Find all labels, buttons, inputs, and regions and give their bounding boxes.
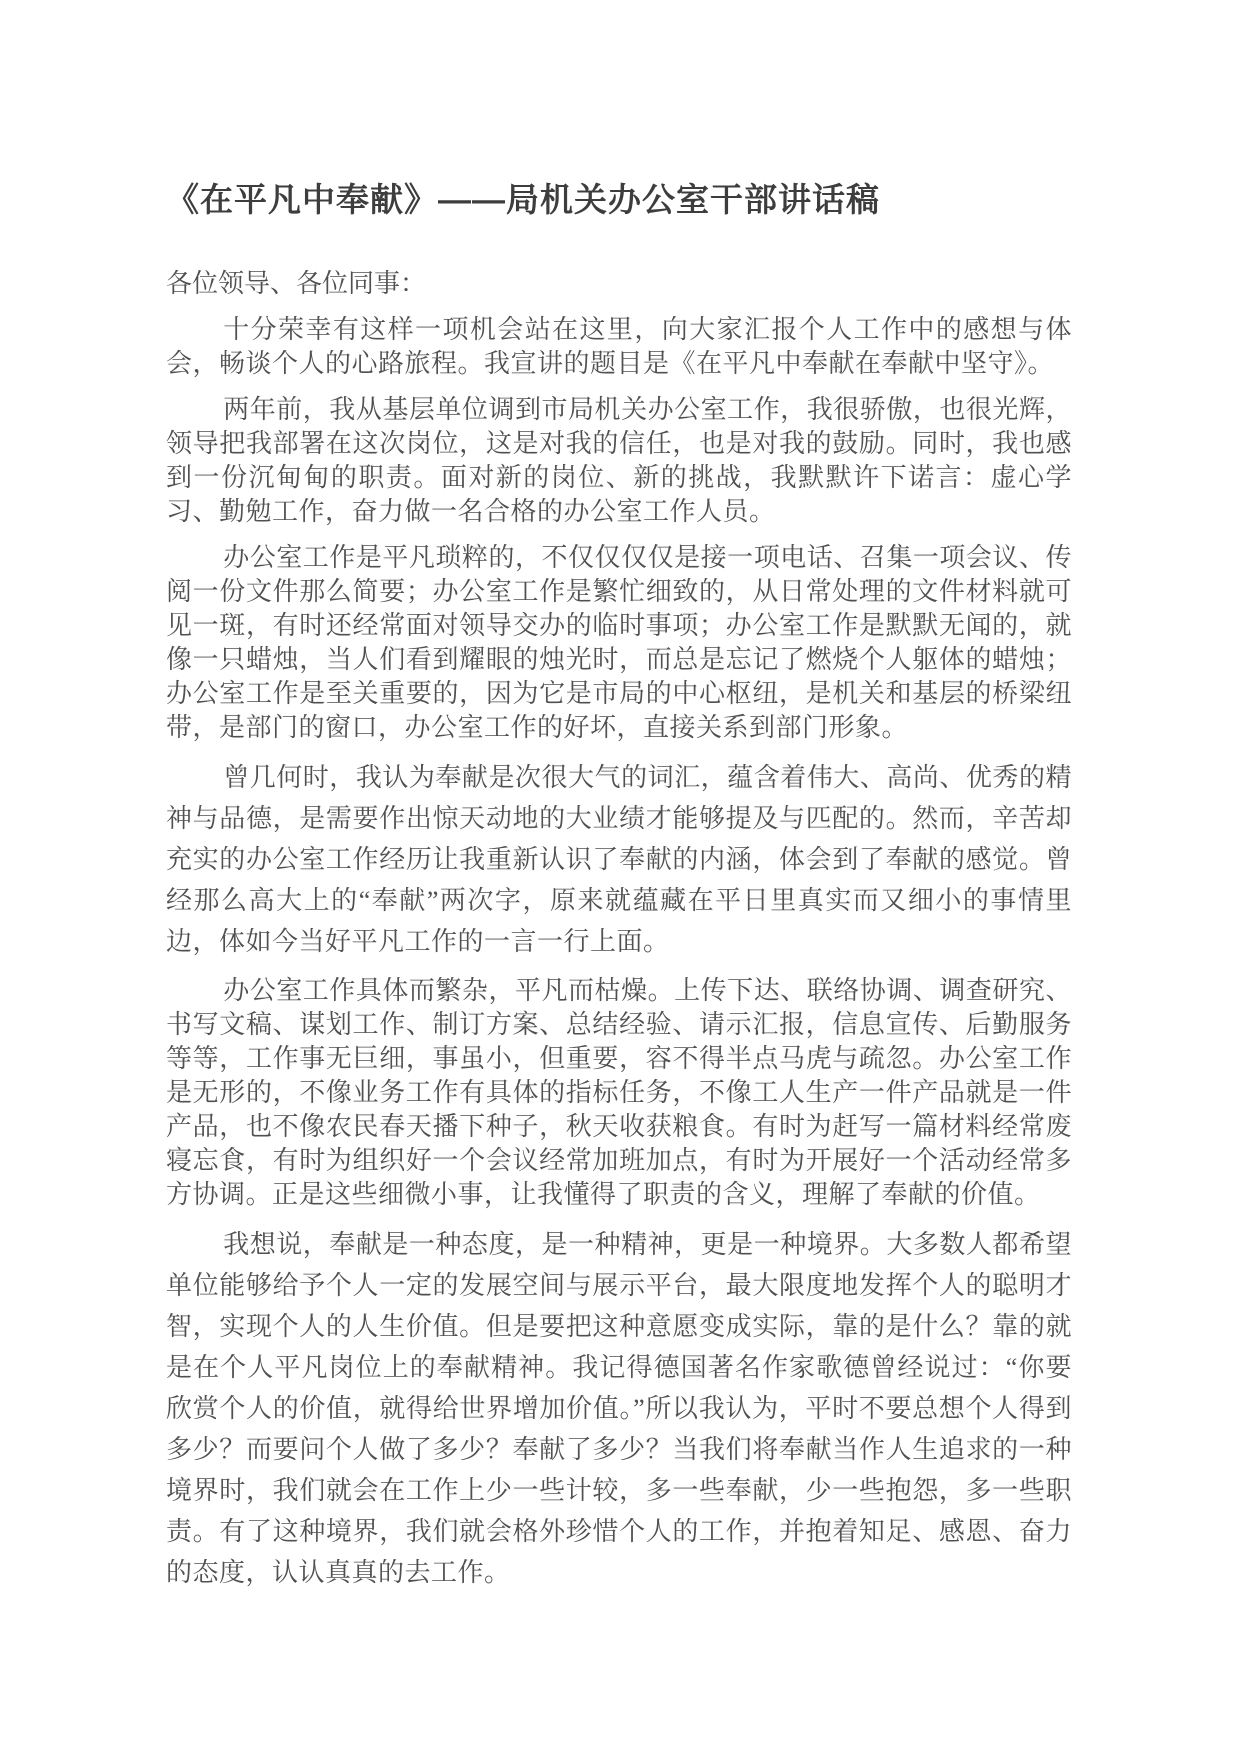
paragraph: 曾几何时，我认为奉献是次很大气的词汇，蕴含着伟大、高尚、优秀的精神与品德，是需要作出惊天动地的大业绩才能够提及与匹配的。然而，辛苦却充实的办公室工作经历让我重新认识了奉献的内涵，体会到了奉献的感觉。曾经那么高大上的“奉献”两次字，原来就蕴藏在平日里真实而又细小的事情里边，体如今当好平凡工作的一言一行上面。 — [166, 762, 1072, 956]
paragraphs-container — [166, 313, 1072, 1593]
paragraph: 办公室工作具体而繁杂，平凡而枯燥。上传下达、联络协调、调查研究、书写文稿、谋划工作、制订方案、总结经验、请示汇报，信息宣传、后勤服务等等，工作事无巨细，事虽小，但重要，容不得半点马虎与疏忽。办公室工作是无形的，不像业务工作有具体的指标任务，不像工人生产一件产品就是一件产品，也不像农民春天播下种子，秋天收获粮食。有时为赶写一篇材料经常废寝忘食，有时为组织好一个会议经常加班加点，有时为开展好一个活动经常多方协调。正是这些细微小事，让我懂得了职责的含义，理解了奉献的价值。 — [166, 975, 1072, 1209]
salutation-line: 各位领导、各位同事： — [166, 268, 427, 298]
paragraph: 我想说，奉献是一种态度，是一种精神，更是一种境界。大多数人都希望单位能够给予个人一定的发展空间与展示平台，最大限度地发挥个人的聪明才智，实现个人的人生价值。但是要把这种意愿变成实际，靠的是什么？靠的就是在个人平凡岗位上的奉献精神。我记得德国著名作家歌德曾经说过：“你要欣赏个人的价值，就得给世界增加价值。”所以我认为，平时不要总想个人得到多少？而要问个人做了多少？奉献了多少？当我们将奉献当作人生追求的一种境界时，我们就会在工作上少一些计较，多一些奉献，少一些抱怨，多一些职责。有了这种境界，我们就会格外珍惜个人的工作，并抱着知足、感恩、奋力的态度，认认真真的去工作。 — [166, 1229, 1072, 1587]
paragraph: 十分荣幸有这样一项机会站在这里，向大家汇报个人工作中的感想与体会，畅谈个人的心路旅程。我宣讲的题目是《在平凡中奉献在奉献中坚守》。 — [166, 314, 1072, 378]
paragraph: 办公室工作是平凡琐粹的，不仅仅仅仅是接一项电话、召集一项会议、传阅一份文件那么简要；办公室工作是繁忙细致的，从日常处理的文件材料就可见一斑，有时还经常面对领导交办的临时事项；办公室工作是默默无闻的，就像一只蜡烛，当人们看到耀眼的烛光时，而总是忘记了燃烧个人躯体的蜡烛；办公室工作是至关重要的，因为它是市局的中心枢纽，是机关和基层的桥梁纽带，是部门的窗口，办公室工作的好坏，直接关系到部门形象。 — [166, 542, 1072, 742]
paragraph: 两年前，我从基层单位调到市局机关办公室工作，我很骄傲，也很光辉，领导把我部署在这次岗位，这是对我的信任，也是对我的鼓励。同时，我也感到一份沉甸甸的职责。面对新的岗位、新的挑战，我默默许下诺言：虚心学习、勤勉工作，奋力做一名合格的办公室工作人员。 — [166, 394, 1072, 526]
document-title: 《在平凡中奉献》——局机关办公室干部讲话稿 — [166, 181, 880, 218]
